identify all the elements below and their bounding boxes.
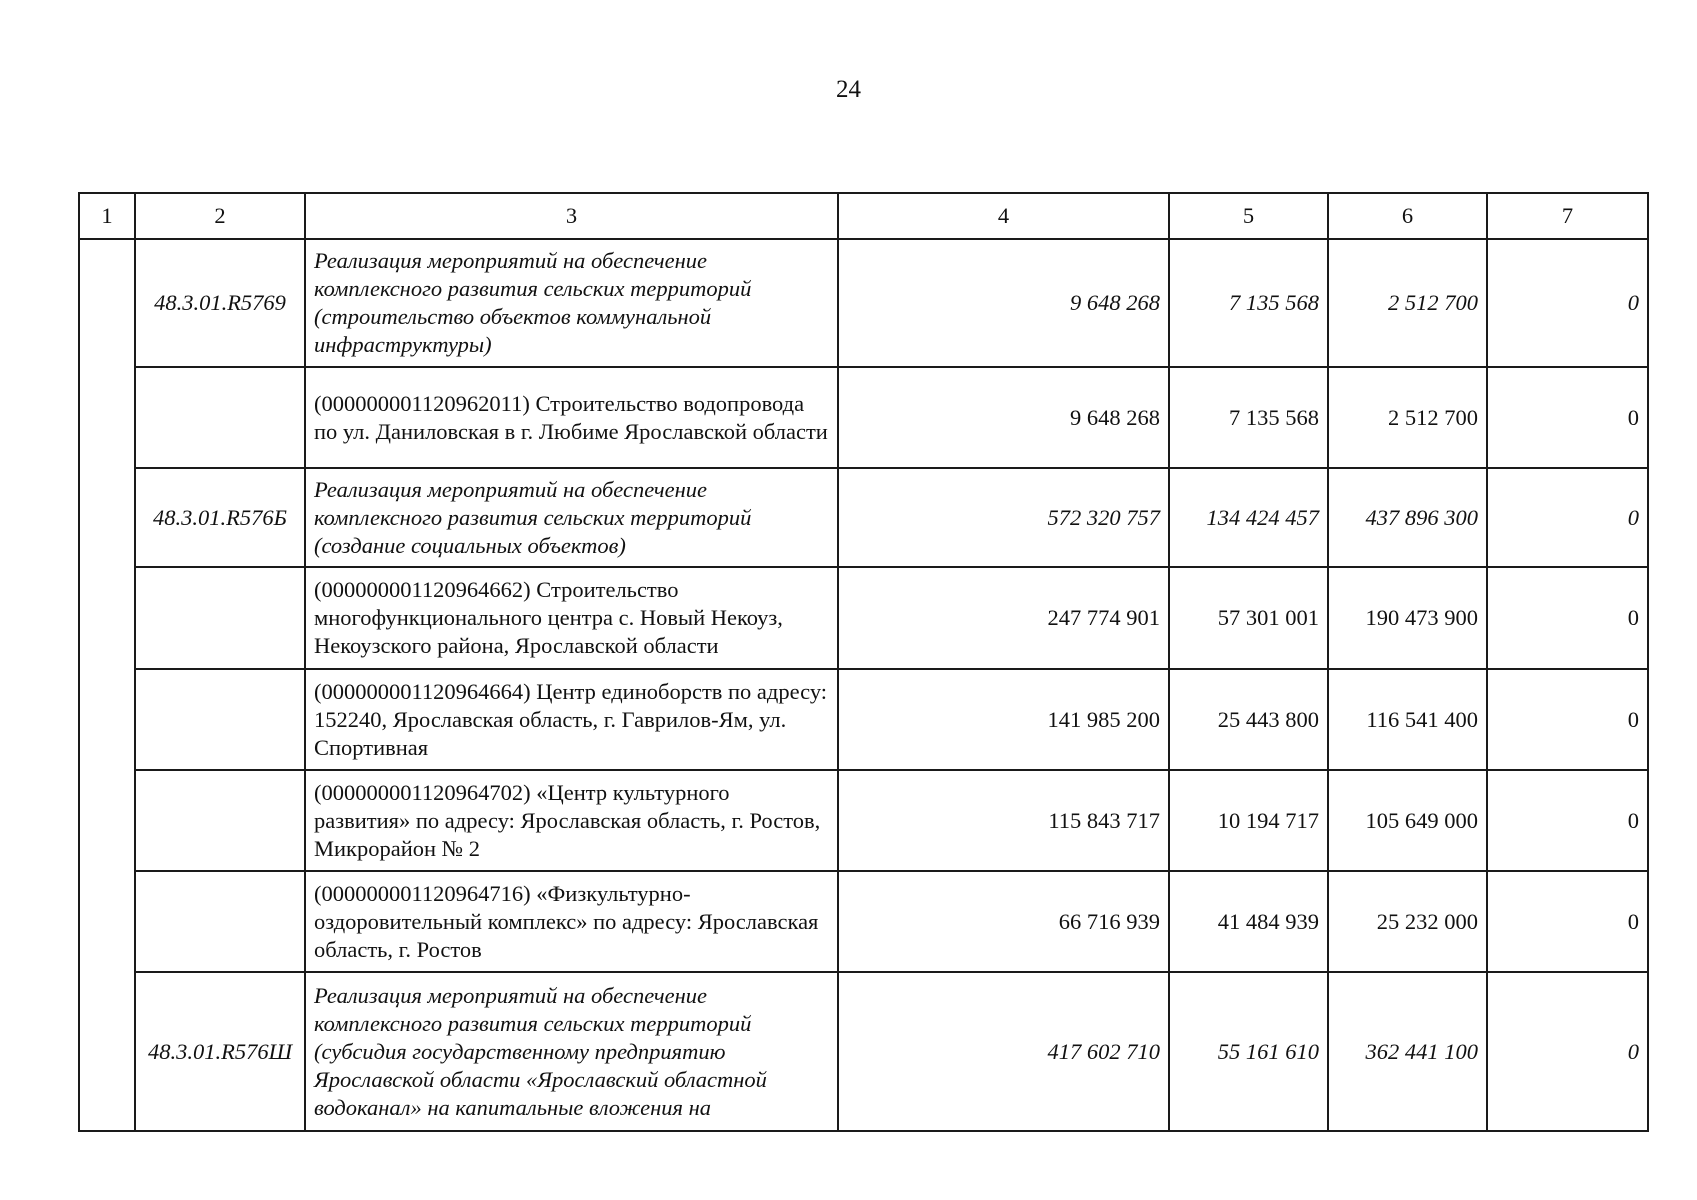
- row-name: (000000001120964702) «Центр культурного развития» по адресу: Ярославская область, г. Ростов, Микрорайон № 2: [305, 770, 838, 871]
- row-value-col5: 57 301 001: [1169, 567, 1328, 669]
- row-value-col5: 55 161 610: [1169, 972, 1328, 1131]
- header-col-1: 1: [79, 193, 135, 239]
- table-row: [79, 468, 1648, 567]
- row-value-col5: 41 484 939: [1169, 871, 1328, 972]
- header-col-7: 7: [1487, 193, 1648, 239]
- header-col-6: 6: [1328, 193, 1487, 239]
- header-col-5: 5: [1169, 193, 1328, 239]
- row-name: (000000001120962011) Строительство водопровода по ул. Даниловская в г. Любиме Ярославской области: [305, 367, 838, 468]
- table-row: [79, 567, 1648, 669]
- row-code: [135, 770, 305, 871]
- row-code: [135, 567, 305, 669]
- row-value-col6: 190 473 900: [1328, 567, 1487, 669]
- row-code: [135, 871, 305, 972]
- row-value-col4: 247 774 901: [838, 567, 1169, 669]
- row-name: (000000001120964664) Центр единоборств по адресу: 152240, Ярославская область, г. Гаврилов-Ям, ул. Спортивная: [305, 669, 838, 770]
- row-code: 48.3.01.R5769: [135, 239, 305, 367]
- row-value-col6: 25 232 000: [1328, 871, 1487, 972]
- row-value-col5: 7 135 568: [1169, 367, 1328, 468]
- row-value-col4: 141 985 200: [838, 669, 1169, 770]
- row-value-col6: 437 896 300: [1328, 468, 1487, 567]
- row-value-col6: 2 512 700: [1328, 239, 1487, 367]
- row-value-col6: 116 541 400: [1328, 669, 1487, 770]
- row-value-col7: 0: [1487, 367, 1648, 468]
- header-col-4: 4: [838, 193, 1169, 239]
- row-value-col4: 417 602 710: [838, 972, 1169, 1131]
- row-value-col7: 0: [1487, 972, 1648, 1131]
- row-value-col7: 0: [1487, 770, 1648, 871]
- row-name: Реализация мероприятий на обеспечение комплексного развития сельских территорий (субсидия государственному предприятию Ярославской области «Ярославский областной водоканал» на капитальные вложения на: [305, 972, 838, 1131]
- row-value-col7: 0: [1487, 239, 1648, 367]
- row-value-col5: 25 443 800: [1169, 669, 1328, 770]
- row-value-col4: 9 648 268: [838, 239, 1169, 367]
- row-value-col7: 0: [1487, 567, 1648, 669]
- budget-table: [78, 192, 1649, 1132]
- merged-col-1-cell: [79, 239, 135, 1131]
- row-name: (000000001120964662) Строительство многофункционального центра с. Новый Некоуз, Некоузского района, Ярославской области: [305, 567, 838, 669]
- row-value-col4: 9 648 268: [838, 367, 1169, 468]
- row-value-col4: 115 843 717: [838, 770, 1169, 871]
- row-value-col7: 0: [1487, 871, 1648, 972]
- table-body: [79, 239, 1648, 1131]
- row-value-col5: 7 135 568: [1169, 239, 1328, 367]
- table-row: [79, 367, 1648, 468]
- row-value-col4: 66 716 939: [838, 871, 1169, 972]
- table-row: [79, 669, 1648, 770]
- row-value-col6: 2 512 700: [1328, 367, 1487, 468]
- row-value-col7: 0: [1487, 468, 1648, 567]
- row-name: Реализация мероприятий на обеспечение комплексного развития сельских территорий (создание социальных объектов): [305, 468, 838, 567]
- header-row: [79, 193, 1648, 239]
- row-code: 48.3.01.R576Ш: [135, 972, 305, 1131]
- table-row: [79, 972, 1648, 1131]
- row-value-col6: 105 649 000: [1328, 770, 1487, 871]
- row-code: [135, 669, 305, 770]
- table-row: [79, 239, 1648, 367]
- row-name: Реализация мероприятий на обеспечение комплексного развития сельских территорий (строительство объектов коммунальной инфраструктуры): [305, 239, 838, 367]
- row-code: 48.3.01.R576Б: [135, 468, 305, 567]
- table-row: [79, 871, 1648, 972]
- row-value-col4: 572 320 757: [838, 468, 1169, 567]
- row-value-col5: 134 424 457: [1169, 468, 1328, 567]
- header-col-3: 3: [305, 193, 838, 239]
- row-value-col6: 362 441 100: [1328, 972, 1487, 1131]
- table-row: [79, 770, 1648, 871]
- row-value-col5: 10 194 717: [1169, 770, 1328, 871]
- row-code: [135, 367, 305, 468]
- page-number: 24: [836, 76, 861, 103]
- header-col-2: 2: [135, 193, 305, 239]
- row-value-col7: 0: [1487, 669, 1648, 770]
- row-name: (000000001120964716) «Физкультурно-оздоровительный комплекс» по адресу: Ярославская область, г. Ростов: [305, 871, 838, 972]
